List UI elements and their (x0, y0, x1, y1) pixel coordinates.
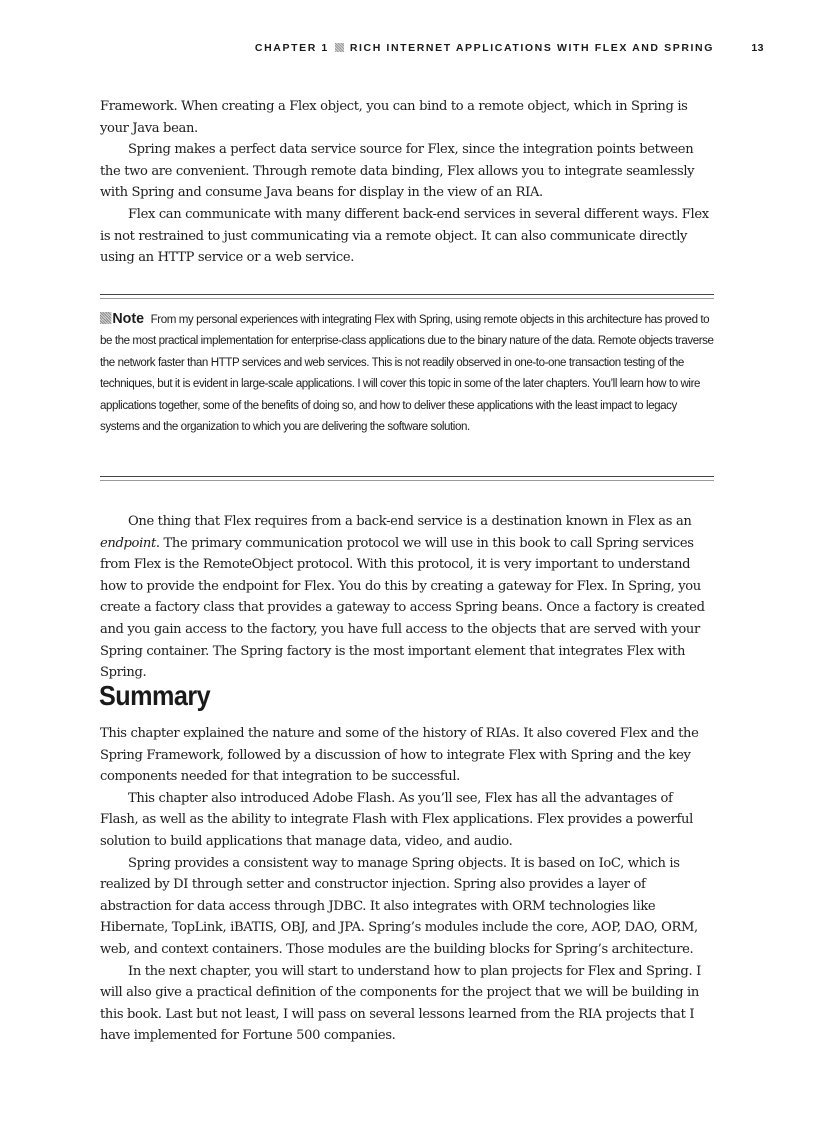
chapter-label: CHAPTER 1 (254, 42, 329, 54)
paragraph: Spring makes a perfect data service source for Flex, since the integration points between the two are convenient. Through remote data binding, Flex allows you to integrate seamlessly with Spring and consume Java beans for display in the view of an RIA. (100, 142, 695, 201)
paragraph: This chapter also introduced Adobe Flash. As you’ll see, Flex has all the advantages of Flash, as well as the ability to integrate Flash with Flex applications. Flex provides a powerful solution to build applications that manage data, video, and audio. (100, 790, 693, 849)
endpoint-text (100, 511, 714, 684)
note-box (100, 294, 714, 484)
note-bottom-rule (100, 476, 714, 481)
intro-text (100, 96, 714, 269)
paragraph: Flex can communicate with many different back-end services in several different ways. Flex is not restrained to just communicating via a remote object. It can also communicate directly using an HTTP service or a web service. (100, 206, 709, 266)
text-run: One thing that Flex requires from a back-end service is a destination known in Flex as an (128, 514, 692, 529)
paragraph: This chapter explained the nature and some of the history of RIAs. It also covered Flex and the Spring Framework, followed by a discussion of how to integrate Flex with Spring and the key components needed for that integration to be successful. (100, 726, 699, 785)
section-heading: Summary (99, 680, 211, 711)
note-body (100, 308, 714, 437)
chapter-title: RICH INTERNET APPLICATIONS WITH FLEX AND SPRING (349, 42, 714, 54)
paragraph: Spring provides a consistent way to manage Spring objects. It is based on IoC, which is realized by DI through setter and constructor injection. Spring also provides a layer of abstraction for data access through JDBC. It also integrates with ORM technologies like Hibernate, TopLink, iBATIS, OBJ, and JPA. Spring’s modules include the core, AOP, DAO, ORM, web, and context containers. Those modules are the building blocks for Spring’s architecture. (100, 855, 698, 957)
paragraph: Framework. When creating a Flex object, you can bind to a remote object, which in Spring is your Java bean. (100, 99, 688, 136)
running-head-title (255, 42, 714, 54)
note-label: Note (112, 310, 145, 327)
running-head (100, 42, 764, 58)
paragraph: In the next chapter, you will start to understand how to plan projects for Flex and Spring. I will also give a practical definition of the components for the project that we will be building in this book. Last but not least, I will pass on several lessons learned from the RIA projects that I have implemented for Fortune 500 companies. (100, 963, 701, 1044)
paragraph (100, 511, 714, 684)
note-text: From my personal experiences with integrating Flex with Spring, using remote objects in this architecture has proved to be the most practical implementation for enterprise-class applications due to the binary nature of the data. Remote objects traverse the network faster than HTTP services and web services. This is not readily observed in one-to-one transaction testing of the techniques, but it is evident in large-scale applications. I will cover this topic in some of the later chapters. You’ll learn how to wire applications together, some of the benefits of doing so, and how to deliver these applications with the least impact to legacy systems and the organization to which you are delivering the software solution. (100, 312, 714, 434)
gray-square-icon (335, 43, 344, 52)
note-top-rule (100, 294, 714, 299)
text-run: . The primary communication protocol we will use in this book to call Spring services from Flex is the RemoteObject protocol. With this protocol, it is very important to understand how to provide the endpoint for Flex. You do this by creating a gateway for Flex. In Spring, you create a factory class that provides a gateway to access Spring beans. Once a factory is created and you gain access to the factory, you have full access to the objects that are served with your Spring container. The Spring factory is the most important element that integrates Flex with Spring. (100, 535, 705, 681)
gray-square-icon (100, 312, 111, 324)
emphasis-term: endpoint (100, 535, 156, 551)
summary-text (100, 723, 714, 1047)
page-number: 13 (751, 42, 764, 54)
